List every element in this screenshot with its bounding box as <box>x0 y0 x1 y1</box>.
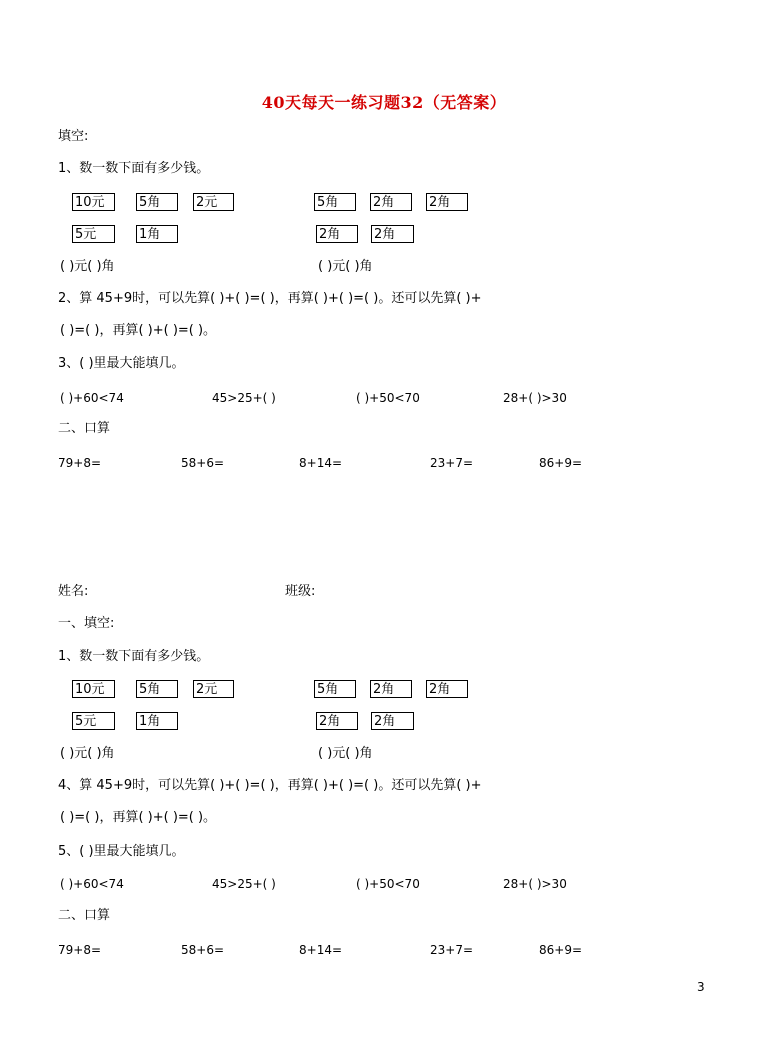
coin-5-yuan: 5元 <box>72 712 115 730</box>
coin-2-jiao-right: 2角 <box>370 193 412 211</box>
inequality-item: 45>25+( ) <box>212 877 276 891</box>
coin-10-yuan: 10元 <box>72 680 115 698</box>
question-2-line1: 2、算 45+9时，可以先算( )+( )=( )，再算( )+( )=( )。还可以先算( )+ <box>58 291 482 306</box>
class-label: 班级: <box>285 584 316 599</box>
oral-calc-label: 二、口算 <box>58 908 111 923</box>
coin-2-yuan: 2元 <box>193 193 234 211</box>
page-number: 3 <box>697 980 705 994</box>
coin-10-yuan: 10元 <box>72 193 115 211</box>
oral-item: 79+8= <box>58 943 102 957</box>
coin-2-jiao-right: 2角 <box>316 225 358 243</box>
coin-5-jiao-right: 5角 <box>314 680 356 698</box>
question-4-line1: 4、算 45+9时，可以先算( )+( )=( )，再算( )+( )=( )。还可以先算( )+ <box>58 778 482 793</box>
coin-2-jiao-right: 2角 <box>371 712 414 730</box>
question-2-line2: ( )=( )，再算( )+( )=( )。 <box>60 323 217 338</box>
oral-item: 58+6= <box>181 456 225 470</box>
coin-5-jiao-right: 5角 <box>314 193 356 211</box>
coin-2-jiao-right: 2角 <box>370 680 412 698</box>
fill-blank-label: 一、填空: <box>58 616 115 631</box>
answer-left: ( )元( )角 <box>60 259 115 274</box>
answer-left: ( )元( )角 <box>60 746 115 761</box>
question-1: 1、数一数下面有多少钱。 <box>58 649 210 664</box>
oral-item: 23+7= <box>430 943 474 957</box>
question-1: 1、数一数下面有多少钱。 <box>58 161 210 176</box>
inequality-item: 45>25+( ) <box>212 391 276 405</box>
coin-5-jiao: 5角 <box>136 193 178 211</box>
answer-right: ( )元( )角 <box>318 746 373 761</box>
name-label: 姓名: <box>58 584 89 599</box>
inequality-item: ( )+60<74 <box>60 391 124 405</box>
coin-2-yuan: 2元 <box>193 680 234 698</box>
oral-calc-label: 二、口算 <box>58 421 111 436</box>
fill-blank-label: 填空: <box>58 129 89 144</box>
oral-item: 58+6= <box>181 943 225 957</box>
page-title: 40天每天一练习题32（无答案） <box>261 93 507 112</box>
oral-item: 79+8= <box>58 456 102 470</box>
oral-item: 8+14= <box>299 943 343 957</box>
inequality-item: 28+( )>30 <box>503 877 567 891</box>
oral-item: 23+7= <box>430 456 474 470</box>
question-3: 3、( )里最大能填几。 <box>58 356 185 371</box>
coin-5-yuan: 5元 <box>72 225 115 243</box>
coin-2-jiao-right: 2角 <box>426 680 468 698</box>
coin-2-jiao-right: 2角 <box>316 712 358 730</box>
coin-1-jiao: 1角 <box>136 712 178 730</box>
question-5: 5、( )里最大能填几。 <box>58 844 185 859</box>
oral-item: 86+9= <box>539 456 583 470</box>
question-4-line2: ( )=( )，再算( )+( )=( )。 <box>60 810 217 825</box>
oral-item: 86+9= <box>539 943 583 957</box>
oral-item: 8+14= <box>299 456 343 470</box>
coin-2-jiao-right: 2角 <box>426 193 468 211</box>
coin-5-jiao: 5角 <box>136 680 178 698</box>
inequality-item: ( )+60<74 <box>60 877 124 891</box>
coin-2-jiao-right: 2角 <box>371 225 414 243</box>
inequality-item: ( )+50<70 <box>356 391 420 405</box>
inequality-item: ( )+50<70 <box>356 877 420 891</box>
answer-right: ( )元( )角 <box>318 259 373 274</box>
inequality-item: 28+( )>30 <box>503 391 567 405</box>
coin-1-jiao: 1角 <box>136 225 178 243</box>
